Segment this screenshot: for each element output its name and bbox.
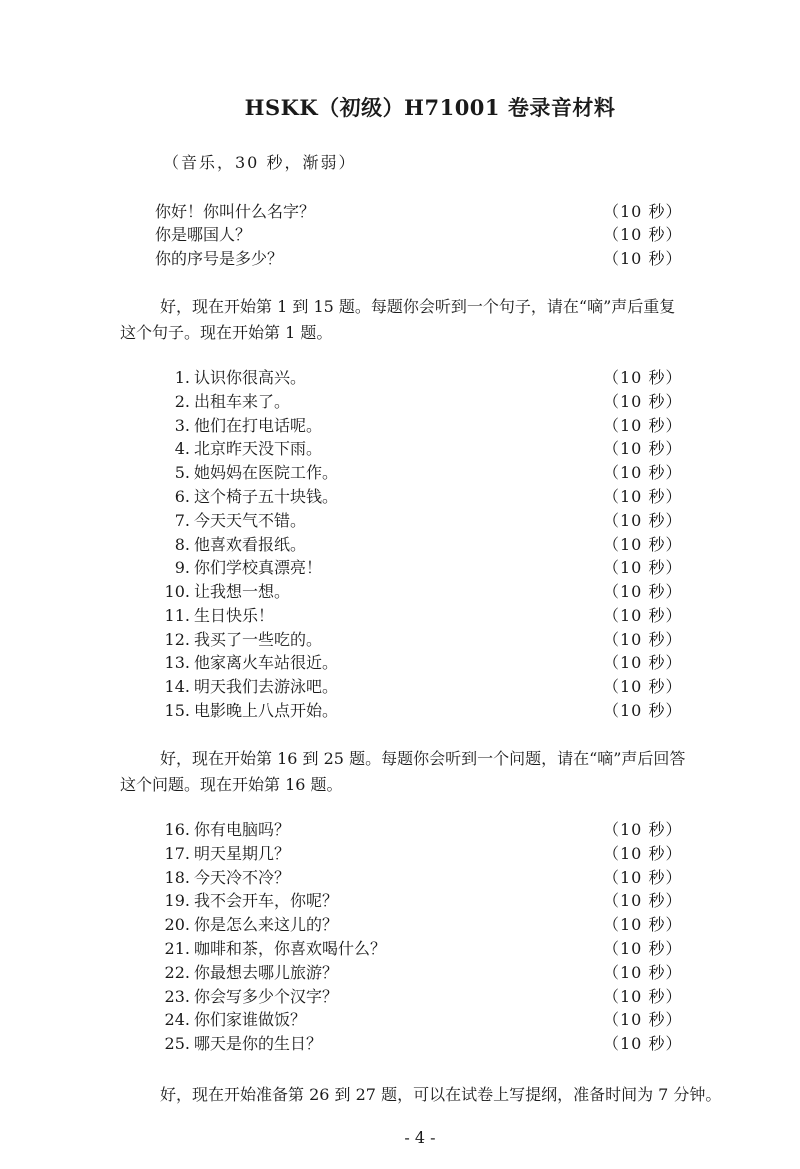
document-title: HSKK（初级）H71001 卷录音材料 [244,95,616,120]
item-text: 你有电脑吗？ [194,820,291,839]
intro-question [155,201,683,223]
list-item [155,605,683,627]
item-number: 9. [174,558,190,577]
page-number: - 4 - [404,1128,436,1147]
item-number: 4. [174,439,190,458]
instruction-line: 好，现在开始第 16 到 25 题。每题你会听到一个问题，请在“嘀”声后回答 [160,749,686,768]
time-label: （10 秒） [603,963,683,982]
item-number: 7. [174,511,190,530]
time-label: （10 秒） [603,202,683,221]
list-item [155,415,683,437]
item-number: 1. [174,368,190,387]
item-text: 咖啡和茶，你喜欢喝什么？ [194,939,387,958]
music-note: （音乐，30 秒，渐弱） [163,153,357,172]
item-number: 24. [164,1010,190,1029]
item-text: 今天冷不冷？ [194,868,291,887]
time-label: （10 秒） [603,915,683,934]
time-label: （10 秒） [603,987,683,1006]
time-label: （10 秒） [603,891,683,910]
list-item [155,391,683,413]
item-text: 明天我们去游泳吧。 [194,677,339,696]
item-text: 你是怎么来这儿的？ [194,915,339,934]
list-item [155,676,683,698]
time-label: （10 秒） [603,701,683,720]
list-item [155,986,683,1008]
time-label: （10 秒） [603,630,683,649]
item-number: 21. [164,939,190,958]
item-text: 今天天气不错。 [194,511,307,530]
item-text: 你们学校真漂亮！ [194,558,323,577]
time-label: （10 秒） [603,487,683,506]
time-label: （10 秒） [603,439,683,458]
list-item [155,938,683,960]
item-text: 她妈妈在医院工作。 [194,463,339,482]
item-text: 你们家谁做饭？ [194,1010,307,1029]
list-item [155,1033,683,1055]
item-text: 哪天是你的生日？ [194,1034,323,1053]
time-label: （10 秒） [603,463,683,482]
time-label: （10 秒） [603,868,683,887]
item-text: 电影晚上八点开始。 [194,701,339,720]
time-label: （10 秒） [603,844,683,863]
list-item [155,534,683,556]
time-label: （10 秒） [603,225,683,244]
list-item [155,1009,683,1031]
item-text: 他们在打电话呢。 [194,416,323,435]
item-number: 16. [164,820,190,839]
instruction-line: 好，现在开始第 1 到 15 题。每题你会听到一个句子，请在“嘀”声后重复 [160,297,676,316]
item-number: 20. [164,915,190,934]
time-label: （10 秒） [603,249,683,268]
item-text: 北京昨天没下雨。 [194,439,323,458]
item-text: 这个椅子五十块钱。 [194,487,339,506]
item-text: 他家离火车站很近。 [194,653,339,672]
item-number: 17. [164,844,190,863]
item-number: 2. [174,392,190,411]
item-text: 我不会开车，你呢？ [194,891,339,910]
item-number: 8. [174,535,190,554]
instruction-line: 好，现在开始准备第 26 到 27 题，可以在试卷上写提纲，准备时间为 7 分钟。 [160,1085,722,1104]
item-number: 5. [174,463,190,482]
time-label: （10 秒） [603,1034,683,1053]
item-text: 出租车来了。 [194,392,291,411]
time-label: （10 秒） [603,511,683,530]
time-label: （10 秒） [603,1010,683,1029]
item-text: 你最想去哪儿旅游？ [194,963,339,982]
time-label: （10 秒） [603,558,683,577]
time-label: （10 秒） [603,582,683,601]
time-label: （10 秒） [603,653,683,672]
item-number: 13. [164,653,190,672]
list-item [155,962,683,984]
list-item [155,629,683,651]
list-item [155,510,683,532]
part2-instruction [120,746,760,798]
item-number: 6. [174,487,190,506]
time-label: （10 秒） [603,535,683,554]
list-item [155,438,683,460]
list-item [155,843,683,865]
item-text: 认识你很高兴。 [194,368,307,387]
time-label: （10 秒） [603,677,683,696]
item-number: 11. [164,606,190,625]
item-number: 23. [164,987,190,1006]
intro-question [155,224,683,246]
list-item [155,557,683,579]
instruction-line: 这个问题。现在开始第 16 题。 [120,775,343,794]
item-number: 19. [164,891,190,910]
question-text: 你好！你叫什么名字？ [155,202,316,221]
item-text: 明天星期几？ [194,844,291,863]
list-item [155,486,683,508]
list-item [155,581,683,603]
list-item [155,867,683,889]
list-item [155,462,683,484]
item-text: 让我想一想。 [194,582,291,601]
item-number: 18. [164,868,190,887]
item-text: 我买了一些吃的。 [194,630,323,649]
time-label: （10 秒） [603,820,683,839]
time-label: （10 秒） [603,416,683,435]
time-label: （10 秒） [603,606,683,625]
time-label: （10 秒） [603,392,683,411]
intro-question [155,248,683,270]
item-number: 12. [164,630,190,649]
part3-instruction [120,1082,760,1108]
list-item [155,819,683,841]
question-text: 你是哪国人？ [155,225,252,244]
item-number: 25. [164,1034,190,1053]
item-number: 10. [164,582,190,601]
item-text: 他喜欢看报纸。 [194,535,307,554]
list-item [155,890,683,912]
item-number: 22. [164,963,190,982]
item-number: 3. [174,416,190,435]
question-text: 你的序号是多少？ [155,249,284,268]
time-label: （10 秒） [603,368,683,387]
list-item [155,914,683,936]
item-number: 14. [164,677,190,696]
time-label: （10 秒） [603,939,683,958]
list-item [155,367,683,389]
instruction-line: 这个句子。现在开始第 1 题。 [120,323,333,342]
list-item [155,700,683,722]
list-item [155,652,683,674]
part1-instruction [120,294,760,346]
item-number: 15. [164,701,190,720]
item-text: 生日快乐！ [194,606,275,625]
item-text: 你会写多少个汉字？ [194,987,339,1006]
